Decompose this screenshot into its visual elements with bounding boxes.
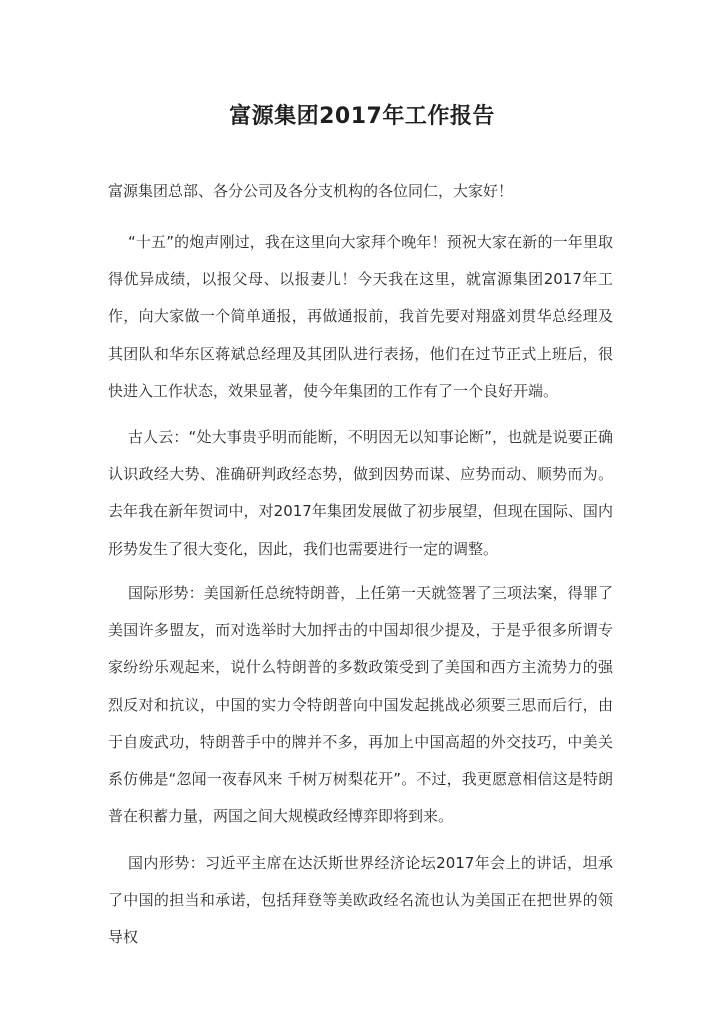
paragraph-opening: “十五”的炮声刚过，我在这里向大家拜个晚年！预祝大家在新的一年里取得优异成绩，以报父母、以报妻儿！今天我在这里，就富源集团2017年工作，向大家做一个简单通报，再做通报前，我首先要对翔盛刘贯华总经理及其团队和华东区蒋斌总经理及其团队进行表扬，他们在过节正式上班后，很快进入工作状态，效果显著，使今年集团的工作有了一个良好开端。 bbox=[108, 233, 613, 400]
paragraph-domestic-situation: 国内形势：习近平主席在达沃斯世界经济论坛2017年会上的讲话，坦承了中国的担当和承诺，包括拜登等美欧政经名流也认为美国正在把世界的领导权 bbox=[108, 854, 613, 947]
greeting-line: 富源集团总部、各分公司及各分支机构的各位同仁，大家好！ bbox=[108, 182, 514, 200]
paragraph-international-situation: 国际形势：美国新任总统特朗普，上任第一天就签署了三项法案，得罪了美国许多盟友，而对选举时大加抨击的中国却很少提及，于是乎很多所谓专家纷纷乐观起来，说什么特朗普的多数政策受到了美国和西方主流势力的强烈反对和抗议，中国的实力令特朗普向中国发起挑战必须要三思而后行，由于自废武功，特朗普手中的牌并不多，再加上中国高超的外交技巧，中美关系仿佛是“忽闻一夜春风来 千树万树梨花开”。不过，我更愿意相信这是特朗普在积蓄力量，两国之间大规模政经博弈即将到来。 bbox=[108, 584, 613, 826]
document-title: 富源集团2017年工作报告 bbox=[229, 104, 495, 129]
paragraph-ancient-saying: 古人云：“处大事贵乎明而能断，不明因无以知事论断”，也就是说要正确认识政经大势、准确研判政经态势，做到因势而谋、应势而动、顺势而为。去年我在新年贺词中，对2017年集团发展做了初步展望，但现在国际、国内形势发生了很大变化，因此，我们也需要进行一定的调整。 bbox=[108, 428, 613, 558]
